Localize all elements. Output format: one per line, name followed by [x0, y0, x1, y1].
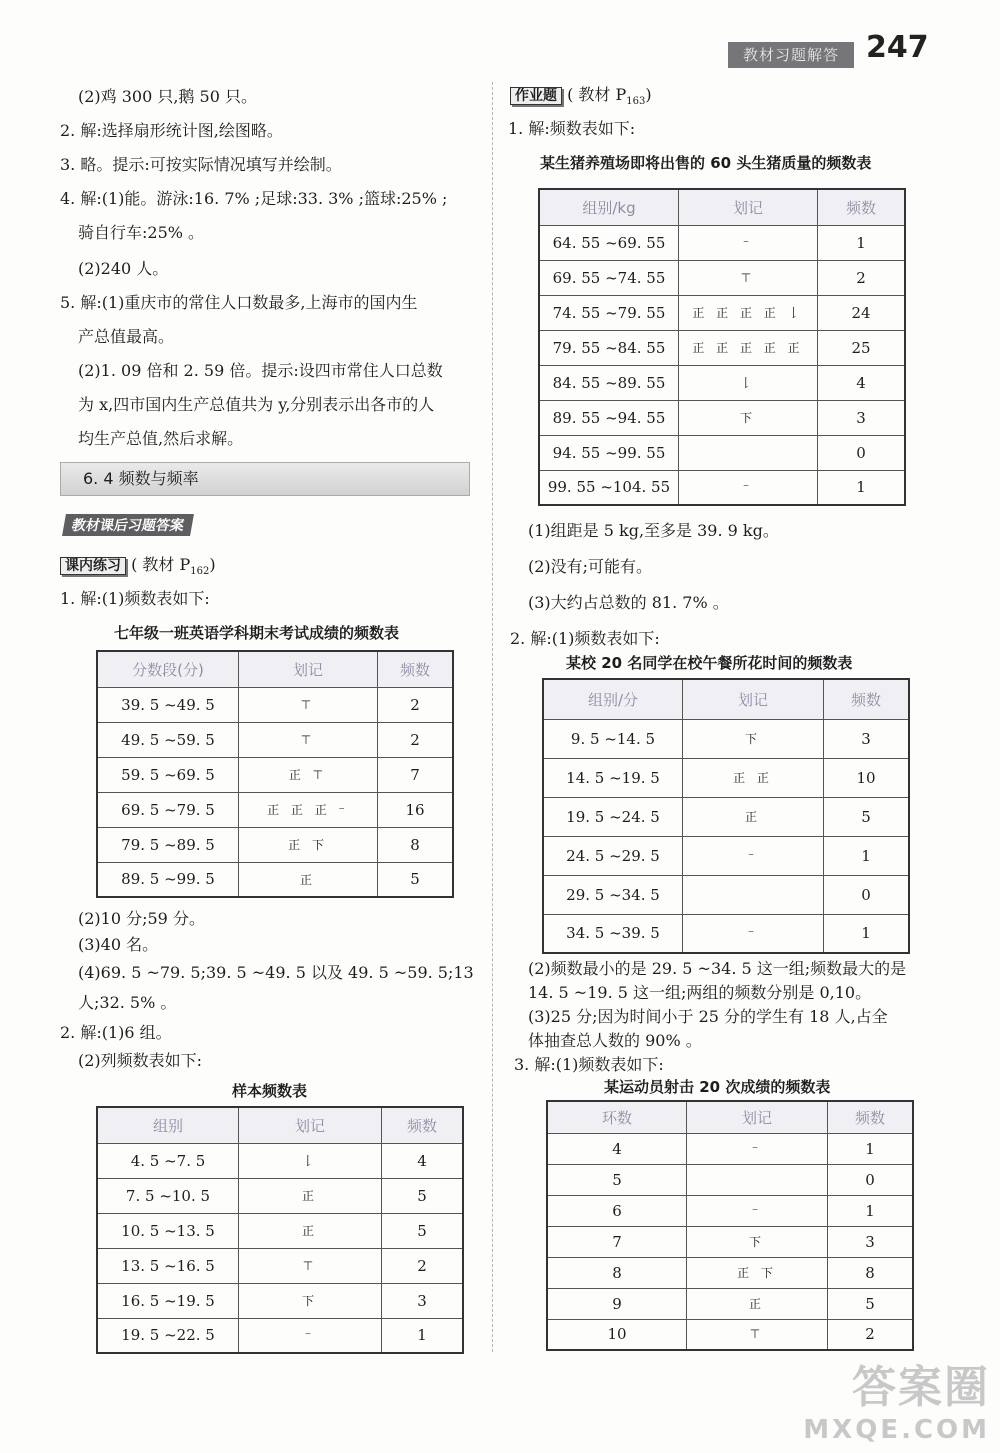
- table-row: [97, 757, 453, 792]
- r-q2-intro: 2. 解:(1)频数表如下:: [510, 629, 660, 648]
- table1-title: 七年级一班英语学科期末考试成绩的频数表: [114, 624, 400, 642]
- table-cell: 2: [378, 722, 454, 757]
- tally-cell: 正 正: [683, 758, 824, 797]
- practice-ref-end: ): [209, 555, 216, 574]
- table-row: [97, 862, 453, 897]
- tally-cell: ⊤: [687, 1319, 828, 1350]
- table5-header: 频数: [828, 1101, 914, 1133]
- table-cell: 9: [547, 1288, 687, 1319]
- table-row: [539, 330, 905, 365]
- table5: [546, 1100, 914, 1351]
- practice-heading: [60, 552, 216, 577]
- answers-tag: 教材课后习题答案: [62, 514, 194, 536]
- table-row: [547, 1195, 913, 1226]
- left-line-0: (2)鸡 300 只,鹅 50 只。: [78, 87, 257, 106]
- table-cell: 9. 5 ~14. 5: [543, 719, 683, 758]
- table-cell: 89. 55 ~94. 55: [539, 400, 679, 435]
- table-row: [539, 400, 905, 435]
- table-cell: 84. 55 ~89. 55: [539, 365, 679, 400]
- table-cell: 29. 5 ~34. 5: [543, 875, 683, 914]
- tally-cell: [687, 1164, 828, 1195]
- left-line-2: 3. 略。提示:可按实际情况填写并绘制。: [60, 155, 342, 174]
- table-row: [543, 914, 909, 953]
- table-cell: 59. 5 ~69. 5: [97, 757, 239, 792]
- table4-header: 频数: [824, 679, 910, 719]
- table3: [538, 188, 906, 506]
- table-row: [97, 1143, 463, 1178]
- tally-cell: 正 正 正 ⁻: [239, 792, 378, 827]
- table2-header: 划记: [239, 1107, 382, 1143]
- table3-title: 某生猪养殖场即将出售的 60 头生猪质量的频数表: [540, 154, 872, 172]
- table-row: [539, 260, 905, 295]
- table-cell: 0: [818, 435, 906, 470]
- table-cell: 69. 5 ~79. 5: [97, 792, 239, 827]
- table-row: [97, 1178, 463, 1213]
- table4-header: 组别/分: [543, 679, 683, 719]
- table-cell: 10. 5 ~13. 5: [97, 1213, 239, 1248]
- tally-cell: ⁻: [687, 1133, 828, 1164]
- table-row: [547, 1319, 913, 1350]
- table-cell: 2: [818, 260, 906, 295]
- left-line-1: 2. 解:选择扇形统计图,绘图略。: [60, 121, 283, 140]
- left-line-6: 5. 解:(1)重庆市的常住人口数最多,上海市的国内生: [60, 293, 418, 312]
- column-divider: [492, 82, 493, 1352]
- tally-cell: [683, 875, 824, 914]
- tally-cell: 下: [683, 719, 824, 758]
- tally-cell: ⁻: [683, 836, 824, 875]
- table-cell: 5: [382, 1213, 464, 1248]
- table5-title: 某运动员射击 20 次成绩的频数表: [604, 1078, 831, 1096]
- table-cell: 7: [378, 757, 454, 792]
- section-title: 6. 4 频数与频率: [83, 469, 199, 488]
- tally-cell: 正 正 正 正 正: [679, 330, 818, 365]
- table4-header: 划记: [683, 679, 824, 719]
- table-cell: 1: [824, 836, 910, 875]
- table-cell: 4: [818, 365, 906, 400]
- table-cell: 49. 5 ~59. 5: [97, 722, 239, 757]
- table-row: [547, 1164, 913, 1195]
- table-cell: 34. 5 ~39. 5: [543, 914, 683, 953]
- watermark: [803, 1351, 990, 1445]
- table1-header: 频数: [378, 651, 454, 687]
- table-row: [97, 792, 453, 827]
- q2-line-1: (2)列频数表如下:: [78, 1051, 203, 1070]
- table-row: [97, 827, 453, 862]
- table-cell: 5: [378, 862, 454, 897]
- table-cell: 0: [828, 1164, 914, 1195]
- table-cell: 10: [824, 758, 910, 797]
- table-cell: 2: [382, 1248, 464, 1283]
- table-cell: 79. 55 ~84. 55: [539, 330, 679, 365]
- tally-cell: 正: [239, 1213, 382, 1248]
- q1-line-3: 人;32. 5% 。: [78, 993, 177, 1012]
- table-cell: 74. 55 ~79. 55: [539, 295, 679, 330]
- table-cell: 1: [828, 1133, 914, 1164]
- table-cell: 69. 55 ~74. 55: [539, 260, 679, 295]
- table-row: [539, 295, 905, 330]
- tally-cell: ⁻: [239, 1318, 382, 1353]
- tally-cell: 正 ⊤: [239, 757, 378, 792]
- tally-cell: 下: [687, 1226, 828, 1257]
- table-row: [97, 1248, 463, 1283]
- table-cell: 2: [378, 687, 454, 722]
- r-q2-line-1: 14. 5 ~19. 5 这一组;两组的频数分别是 0,10。: [528, 983, 872, 1002]
- q1-line-1: (3)40 名。: [78, 935, 159, 954]
- table-row: [547, 1288, 913, 1319]
- tally-cell: 正: [239, 1178, 382, 1213]
- r-q2-line-2: (3)25 分;因为时间小于 25 分的学生有 18 人,占全: [528, 1007, 888, 1026]
- table2: [96, 1106, 464, 1354]
- q1-line-0: (2)10 分;59 分。: [78, 909, 205, 928]
- table5-header: 环数: [547, 1101, 687, 1133]
- table-row: [543, 719, 909, 758]
- tally-cell: 下: [679, 400, 818, 435]
- tally-cell: 𠄌: [679, 365, 818, 400]
- tally-cell: 正 下: [239, 827, 378, 862]
- watermark-line1: 答案圈: [852, 1362, 990, 1413]
- table-row: [543, 758, 909, 797]
- table-cell: 99. 55 ~104. 55: [539, 470, 679, 505]
- table-cell: 1: [382, 1318, 464, 1353]
- table-row: [97, 722, 453, 757]
- table-row: [543, 797, 909, 836]
- tally-cell: [679, 435, 818, 470]
- table-row: [547, 1133, 913, 1164]
- header-badge: 教材习题解答: [728, 42, 854, 68]
- table-row: [97, 1318, 463, 1353]
- table-row: [543, 836, 909, 875]
- table-cell: 79. 5 ~89. 5: [97, 827, 239, 862]
- tally-cell: ⁻: [679, 225, 818, 260]
- table-row: [547, 1226, 913, 1257]
- homework-tag: 作业题: [510, 87, 562, 105]
- tally-cell: ⁻: [679, 470, 818, 505]
- table4: [542, 678, 910, 954]
- left-line-7: 产总值最高。: [78, 327, 175, 346]
- tally-cell: 下: [239, 1283, 382, 1318]
- watermark-line2: MXQE.COM: [803, 1415, 990, 1445]
- tally-cell: ⁻: [687, 1195, 828, 1226]
- r-q1-line-0: (1)组距是 5 kg,至多是 39. 9 kg。: [528, 521, 779, 540]
- table-row: [547, 1257, 913, 1288]
- tally-cell: 𠄌: [239, 1143, 382, 1178]
- q2-line-0: 2. 解:(1)6 组。: [60, 1023, 172, 1042]
- tally-cell: ⊤: [239, 722, 378, 757]
- tally-cell: 正: [687, 1288, 828, 1319]
- table-cell: 8: [547, 1257, 687, 1288]
- q1-line-2: (4)69. 5 ~79. 5;39. 5 ~49. 5 以及 49. 5 ~59. 5;13: [78, 963, 474, 982]
- table-cell: 8: [378, 827, 454, 862]
- tally-cell: 正 正 正 正 𠄌: [679, 295, 818, 330]
- table1: [96, 650, 454, 898]
- table-cell: 5: [382, 1178, 464, 1213]
- table-cell: 14. 5 ~19. 5: [543, 758, 683, 797]
- table4-title: 某校 20 名同学在校午餐所花时间的频数表: [566, 654, 853, 672]
- table3-header: 划记: [679, 189, 818, 225]
- table-cell: 25: [818, 330, 906, 365]
- r-q2-line-3: 体抽查总人数的 90% 。: [528, 1031, 702, 1050]
- table-cell: 6: [547, 1195, 687, 1226]
- tally-cell: 正 下: [687, 1257, 828, 1288]
- table5-header: 划记: [687, 1101, 828, 1133]
- table-cell: 1: [824, 914, 910, 953]
- table-cell: 5: [547, 1164, 687, 1195]
- table-cell: 39. 5 ~49. 5: [97, 687, 239, 722]
- tally-cell: ⊤: [239, 687, 378, 722]
- table-cell: 7. 5 ~10. 5: [97, 1178, 239, 1213]
- page-number: 247: [866, 30, 929, 65]
- table-cell: 1: [818, 225, 906, 260]
- table-row: [539, 435, 905, 470]
- tally-cell: 正: [239, 862, 378, 897]
- q1-intro: 1. 解:(1)频数表如下:: [60, 589, 210, 608]
- table-cell: 8: [828, 1257, 914, 1288]
- table-cell: 1: [818, 470, 906, 505]
- practice-tag: 课内练习: [60, 557, 126, 575]
- table3-header: 频数: [818, 189, 906, 225]
- table-cell: 24: [818, 295, 906, 330]
- table-cell: 5: [828, 1288, 914, 1319]
- table-cell: 3: [382, 1283, 464, 1318]
- table-cell: 24. 5 ~29. 5: [543, 836, 683, 875]
- table2-header: 频数: [382, 1107, 464, 1143]
- table-cell: 16. 5 ~19. 5: [97, 1283, 239, 1318]
- table-row: [539, 470, 905, 505]
- table-row: [539, 365, 905, 400]
- left-line-9: 为 x,四市国内生产总值共为 y,分别表示出各市的人: [78, 395, 435, 414]
- tally-cell: ⊤: [239, 1248, 382, 1283]
- homework-ref-end: ): [645, 85, 652, 104]
- table-cell: 94. 55 ~99. 55: [539, 435, 679, 470]
- r-q1-line-2: (3)大约占总数的 81. 7% 。: [528, 593, 729, 612]
- practice-ref-sub: 162: [190, 566, 210, 578]
- left-line-8: (2)1. 09 倍和 2. 59 倍。提示:设四市常住人口总数: [78, 361, 443, 380]
- table-row: [543, 875, 909, 914]
- table-cell: 7: [547, 1226, 687, 1257]
- table-row: [97, 687, 453, 722]
- table-cell: 1: [828, 1195, 914, 1226]
- table-cell: 5: [824, 797, 910, 836]
- practice-ref: ( 教材 P: [131, 555, 191, 574]
- homework-ref-sub: 163: [626, 96, 646, 108]
- table-row: [539, 225, 905, 260]
- table-row: [97, 1213, 463, 1248]
- section-title-bar: [60, 462, 470, 496]
- table2-header: 组别: [97, 1107, 239, 1143]
- table-cell: 4: [382, 1143, 464, 1178]
- table-cell: 3: [828, 1226, 914, 1257]
- table-cell: 0: [824, 875, 910, 914]
- r-q3-intro: 3. 解:(1)频数表如下:: [514, 1055, 664, 1074]
- left-line-3: 4. 解:(1)能。游泳:16. 7% ;足球:33. 3% ;篮球:25% ;: [60, 189, 448, 208]
- table-cell: 2: [828, 1319, 914, 1350]
- table-cell: 3: [818, 400, 906, 435]
- left-line-10: 均生产总值,然后求解。: [78, 429, 244, 448]
- table-cell: 19. 5 ~24. 5: [543, 797, 683, 836]
- homework-heading: [510, 82, 652, 107]
- table3-header: 组别/kg: [539, 189, 679, 225]
- tally-cell: ⁻: [683, 914, 824, 953]
- table-cell: 4: [547, 1133, 687, 1164]
- table-cell: 16: [378, 792, 454, 827]
- table-cell: 10: [547, 1319, 687, 1350]
- table1-header: 分数段(分): [97, 651, 239, 687]
- tally-cell: ⊤: [679, 260, 818, 295]
- table2-title: 样本频数表: [232, 1082, 308, 1100]
- table-cell: 64. 55 ~69. 55: [539, 225, 679, 260]
- table-cell: 13. 5 ~16. 5: [97, 1248, 239, 1283]
- r-q2-line-0: (2)频数最小的是 29. 5 ~34. 5 这一组;频数最大的是: [528, 959, 907, 978]
- table-cell: 19. 5 ~22. 5: [97, 1318, 239, 1353]
- r-q1-intro: 1. 解:频数表如下:: [508, 119, 636, 138]
- table-cell: 89. 5 ~99. 5: [97, 862, 239, 897]
- tally-cell: 正: [683, 797, 824, 836]
- table1-header: 划记: [239, 651, 378, 687]
- left-line-4: 骑自行车:25% 。: [78, 223, 205, 242]
- table-cell: 4. 5 ~7. 5: [97, 1143, 239, 1178]
- homework-ref: ( 教材 P: [567, 85, 627, 104]
- left-line-5: (2)240 人。: [78, 259, 169, 278]
- table-row: [97, 1283, 463, 1318]
- table-cell: 3: [824, 719, 910, 758]
- r-q1-line-1: (2)没有;可能有。: [528, 557, 653, 576]
